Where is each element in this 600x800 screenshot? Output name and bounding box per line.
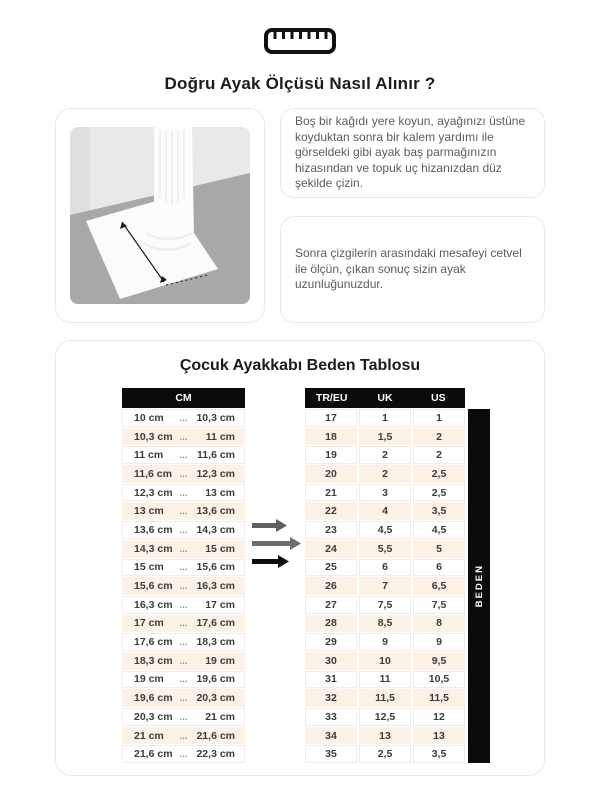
size-table-body [305,409,465,763]
size-cell: 2,5 [413,465,465,483]
beden-vertical-bar [468,409,490,763]
right-arrows-icon [245,519,305,568]
cm-table-row: 15,6 cm ... 16,3 cm [122,577,245,595]
size-cell: 24 [305,540,357,558]
size-cell: 19 [305,446,357,464]
size-cell: 1 [413,409,465,427]
size-cell: 5 [413,540,465,558]
size-cell: 2 [413,446,465,464]
size-cell: 29 [305,633,357,651]
size-cell: 2,5 [413,484,465,502]
size-cell: 11,5 [413,689,465,707]
size-cell: 22 [305,502,357,520]
size-cell: 13 [359,727,411,745]
page-title: Doğru Ayak Ölçüsü Nasıl Alınır ? [164,74,436,93]
size-cell: 34 [305,727,357,745]
instruction-step-2 [280,216,545,323]
size-cell: 2 [359,465,411,483]
header-us: US [431,392,446,404]
instruction-step-1-text: Boş bir kağıdı yere koyun, ayağınızı üstüne koyduktan sonra bir kalem yardımı ile görseldeki gibi ayak baş parmağınızın hizasından ve topuk uç hizanızdan düz şekilde çizin. [295,114,526,191]
size-cell: 4,5 [359,521,411,539]
beden-label: BEDEN [473,564,485,608]
size-cell: 4 [359,502,411,520]
size-cell: 25 [305,559,357,577]
size-cell: 5,5 [359,540,411,558]
size-cell: 3 [359,484,411,502]
ruler-icon [0,0,600,56]
size-cell: 6,5 [413,577,465,595]
size-cell: 11,5 [359,689,411,707]
cm-table-row: 17 cm ... 17,6 cm [122,615,245,633]
size-cell: 9 [413,633,465,651]
instruction-step-1 [280,108,545,198]
instruction-steps [280,108,545,323]
cm-table-row: 19 cm ... 19,6 cm [122,671,245,689]
size-cell: 10,5 [413,671,465,689]
foot-measure-photo [55,108,265,323]
size-cell: 18 [305,428,357,446]
instruction-row [55,108,545,323]
size-cell: 12 [413,708,465,726]
size-cell: 30 [305,652,357,670]
size-table-title: Çocuk Ayakkabı Beden Tablosu [179,357,421,374]
size-tables [122,388,544,763]
size-cell: 3,5 [413,502,465,520]
size-cell: 8 [413,615,465,633]
size-cell: 7 [359,577,411,595]
size-cell: 9 [359,633,411,651]
size-cell: 7,5 [359,596,411,614]
size-cell: 20 [305,465,357,483]
size-table-section [55,340,545,776]
size-cell: 2 [413,428,465,446]
size-table-header [305,388,465,408]
cm-table-row: 12,3 cm ... 13 cm [122,484,245,502]
cm-table-row: 17,6 cm ... 18,3 cm [122,633,245,651]
size-cell: 28 [305,615,357,633]
size-cell: 2,5 [359,745,411,763]
cm-table-row: 11,6 cm ... 12,3 cm [122,465,245,483]
cm-table-row: 20,3 cm ... 21 cm [122,708,245,726]
foot-on-paper-image [70,127,250,304]
instruction-step-2-text: Sonra çizgilerin arasındaki mesafeyi cetvel ile ölçün, çıkan sonuç sizin ayak uzunluğunuzdur. [295,246,522,292]
size-cell: 6 [359,559,411,577]
cm-table-row: 21 cm ... 21,6 cm [122,727,245,745]
size-cell: 35 [305,745,357,763]
header-tr-eu: TR/EU [315,392,348,404]
size-cell: 31 [305,671,357,689]
size-cell: 3,5 [413,745,465,763]
size-cell: 33 [305,708,357,726]
size-cell: 10 [359,652,411,670]
cm-table-row: 11 cm ... 11,6 cm [122,446,245,464]
size-cell: 23 [305,521,357,539]
size-cell: 1 [359,409,411,427]
size-cell: 2 [359,446,411,464]
cm-table-row: 15 cm ... 15,6 cm [122,559,245,577]
size-cell: 9,5 [413,652,465,670]
size-cell: 12,5 [359,708,411,726]
cm-table-row: 13,6 cm ... 14,3 cm [122,521,245,539]
size-cell: 26 [305,577,357,595]
size-cell: 1,5 [359,428,411,446]
cm-table-body [122,409,245,763]
cm-table-row: 18,3 cm ... 19 cm [122,652,245,670]
size-cell: 11 [359,671,411,689]
size-cell: 7,5 [413,596,465,614]
cm-table-row: 14,3 cm ... 15 cm [122,540,245,558]
cm-table-row: 10 cm ... 10,3 cm [122,409,245,427]
size-cell: 21 [305,484,357,502]
cm-table-header: CM [122,388,245,408]
size-cell: 32 [305,689,357,707]
size-cell: 27 [305,596,357,614]
cm-table-row: 10,3 cm ... 11 cm [122,428,245,446]
size-cell: 13 [413,727,465,745]
header-uk: UK [377,392,393,404]
cm-table-row: 21,6 cm ... 22,3 cm [122,745,245,763]
cm-table-row: 16,3 cm ... 17 cm [122,596,245,614]
cm-table [122,388,245,763]
cm-table-row: 13 cm ... 13,6 cm [122,502,245,520]
size-cell: 17 [305,409,357,427]
size-conversion-table [305,388,465,763]
size-cell: 8,5 [359,615,411,633]
size-cell: 6 [413,559,465,577]
size-cell: 4,5 [413,521,465,539]
cm-table-row: 19,6 cm ... 20,3 cm [122,689,245,707]
